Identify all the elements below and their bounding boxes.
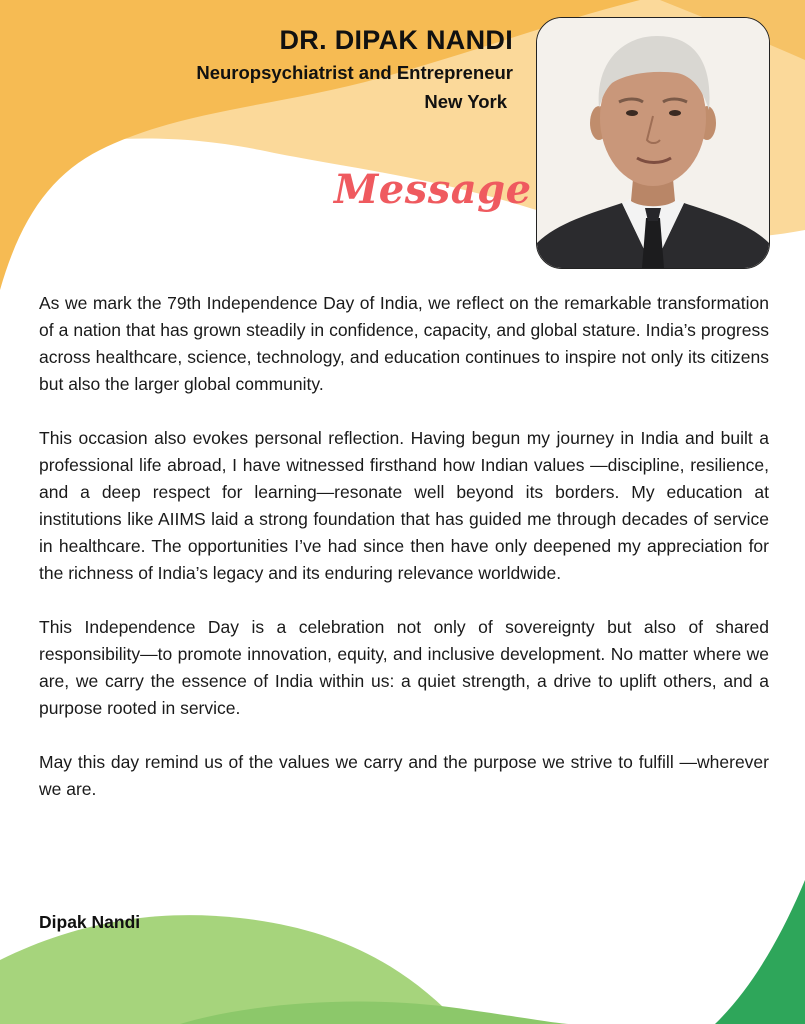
author-role: Neuropsychiatrist and Entrepreneur [196,62,513,83]
message-heading: Message [334,166,532,213]
message-paragraph-1: As we mark the 79th Independence Day of India, we reflect on the remarkable transformation of a nation that has grown steadily in confidence, capacity, and global stature. India’s progress across healthcare, science, technology, and education continues to inspire not only its citizens but also the larger global community. [39,293,769,394]
message-paragraph-4: May this day remind us of the values we carry and the purpose we strive to fulfill —wherever we are. [39,752,769,799]
message-paragraph-2: This occasion also evokes personal reflection. Having begun my journey in India and built a professional life abroad, I have witnessed firsthand how Indian values —discipline, resilience, and a deep respect for learning—resonate well beyond its borders. My education at institutions like AIIMS laid a strong foundation that has guided me through decades of service in healthcare. The opportunities I’ve had since then have only deepened my appreciation for the richness of India’s legacy and its enduring relevance worldwide. [39,428,769,583]
author-location: New York [424,91,507,112]
portrait-illustration [537,18,769,268]
message-paragraph-3: This Independence Day is a celebration not only of sovereignty but also of shared responsibility—to promote innovation, equity, and inclusive development. No matter where we are, we carry the essence of India within us: a quiet strength, a drive to uplift others, and a purpose rooted in service. [39,617,769,718]
green-wave-dark [715,880,805,1024]
signature: Dipak Nandi [39,912,141,932]
author-header [196,22,513,116]
author-portrait [536,17,770,269]
author-name: DR. DIPAK NANDI [279,25,513,55]
message-body [39,290,769,830]
